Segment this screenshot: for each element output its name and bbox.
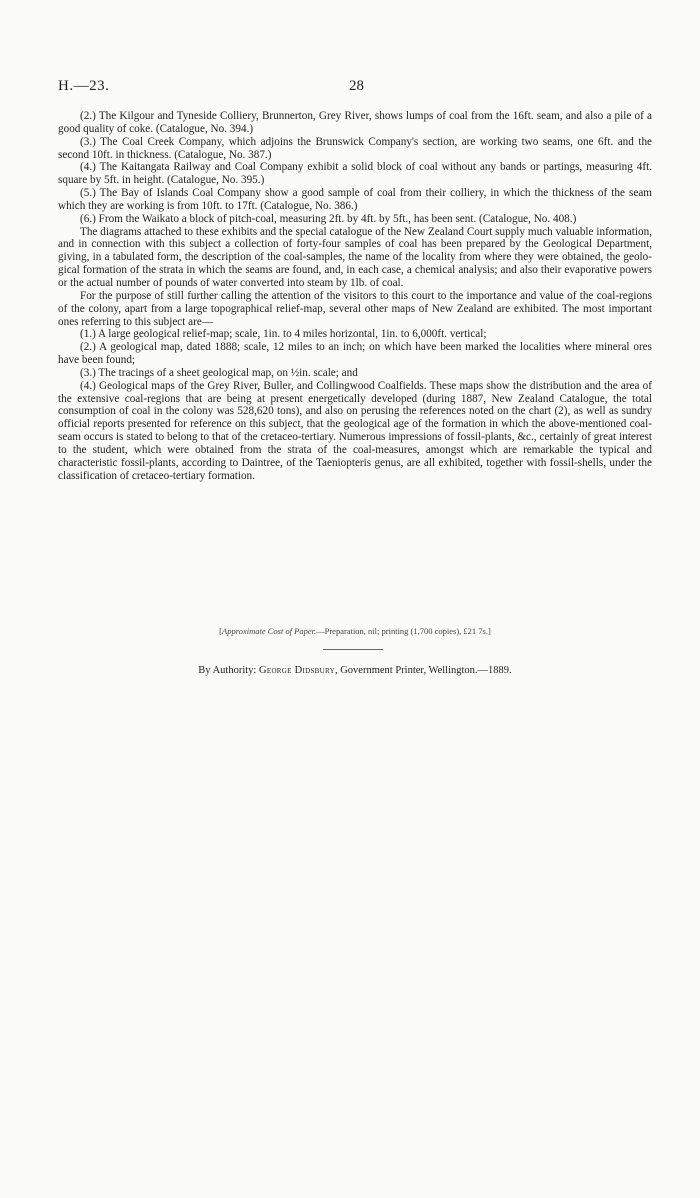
page-header bbox=[58, 78, 652, 98]
cost-footnote bbox=[58, 626, 652, 636]
footnote-bracket: [ bbox=[219, 626, 222, 636]
paragraph-tracings: (3.) The tracings of a sheet geological map, on ½in. scale; and bbox=[80, 366, 358, 379]
paragraph-diagrams: The diagrams attached to these exhibits and the special catalogue of the New Zealand Court supply much valuable information, and in connection with this subject a collection of forty-four samples of coal has been prepared by the Geological Department, giving, in a tabulated form, the description of the coal-samples, the name of the locality from where they were obtained, the geological formation of the strata in which the seams are found, and, in each case, a chemical analysis; and also their evaporative powers or the actual number of pounds of water converted into steam by 1lb. of coal. bbox=[58, 225, 652, 289]
paragraph-bay-of-islands: (5.) The Bay of Islands Coal Company show a good sample of coal from their colliery, in which the thickness of the seam which they are working is from 10ft. to 17ft. (Catalogue, No. 386.) bbox=[58, 187, 652, 212]
paragraph-kaitangata: (4.) The Kaitangata Railway and Coal Company exhibit a solid block of coal without any bands or partings, measuring 4ft. square by 5ft. in height. (Catalogue, No. 395.) bbox=[58, 161, 652, 187]
paragraph-kilgour-colliery: (2.) The Kilgour and Tyneside Colliery, Brunnerton, Grey River, shows lumps of coal from the 16ft. seam, and also a pile of a good quality of coke. (Catalogue, No. 394.) bbox=[58, 110, 652, 135]
document-reference: H.—23. bbox=[58, 78, 110, 94]
paragraph-coal-creek: (3.) The Coal Creek Company, which adjoins the Brunswick Company's section, are working two seams, one 6ft. and the second 10ft. in thickness. (Catalogue, No. 387.) bbox=[58, 135, 652, 161]
footnote-label: Approximate Cost of Paper. bbox=[222, 626, 317, 636]
paragraph-relief-map: (1.) A large geological relief-map; scale, 1in. to 4 miles horizontal, 1in. to 6,000ft. vertical; bbox=[80, 328, 487, 341]
paragraph-coalfield-maps: (4.) Geological maps of the Grey River, Buller, and Collingwood Coalfields. These maps show the distribution and the area of the extensive coal-regions that are being at present energetically developed (during 1887, New Zealand Catalogue, the total consumption of coal in the colony was 528,620 tons), and also on perusing the references noted on the chart (2), as well as sundry official reports presented for reference on this subject, that the geological age of the formation in which the above-mentioned coal-seam occurs is stated to belong to that of the cretaceo-tertiary. Numerous impressions of fossil-plants, &c., certainly of great interest to the student, which were obtained from the strata of the coal-measures, amongst which are remarkable the typical and characteristic fossil-plants, according to Daintree, of the Taeniopteris genus, are all exhibited, together with fossil-shells, under the classification of cretaceo-tertiary formation. bbox=[58, 379, 652, 482]
paragraph-waikato: (6.) From the Waikato a block of pitch-coal, measuring 2ft. by 4ft. by 5ft., has been sent. (Catalogue, No. 408.) bbox=[80, 212, 577, 225]
divider bbox=[323, 649, 383, 650]
imprint-prefix: By Authority: bbox=[198, 665, 257, 676]
body-text bbox=[58, 110, 652, 482]
footnote-text: —Preparation, nil; printing (1,700 copies), £21 7s.] bbox=[316, 626, 491, 636]
page-number: 28 bbox=[349, 78, 364, 94]
printer-imprint bbox=[58, 665, 652, 676]
paragraph-maps-intro: For the purpose of still further calling the attention of the visitors to this court to the importance and value of the coal-regions of the colony, apart from a large topographical relief-map, several other maps of New Zealand are exhibited. The most important ones referring to this subject are— bbox=[58, 289, 652, 328]
paragraph-geological-map: (2.) A geological map, dated 1888; scale, 12 miles to an inch; on which have been marked the localities where mineral ores have been found; bbox=[58, 341, 652, 367]
imprint-suffix: , Government Printer, Wellington.—1889. bbox=[334, 665, 512, 676]
printer-name: George Didsbury bbox=[258, 665, 335, 676]
